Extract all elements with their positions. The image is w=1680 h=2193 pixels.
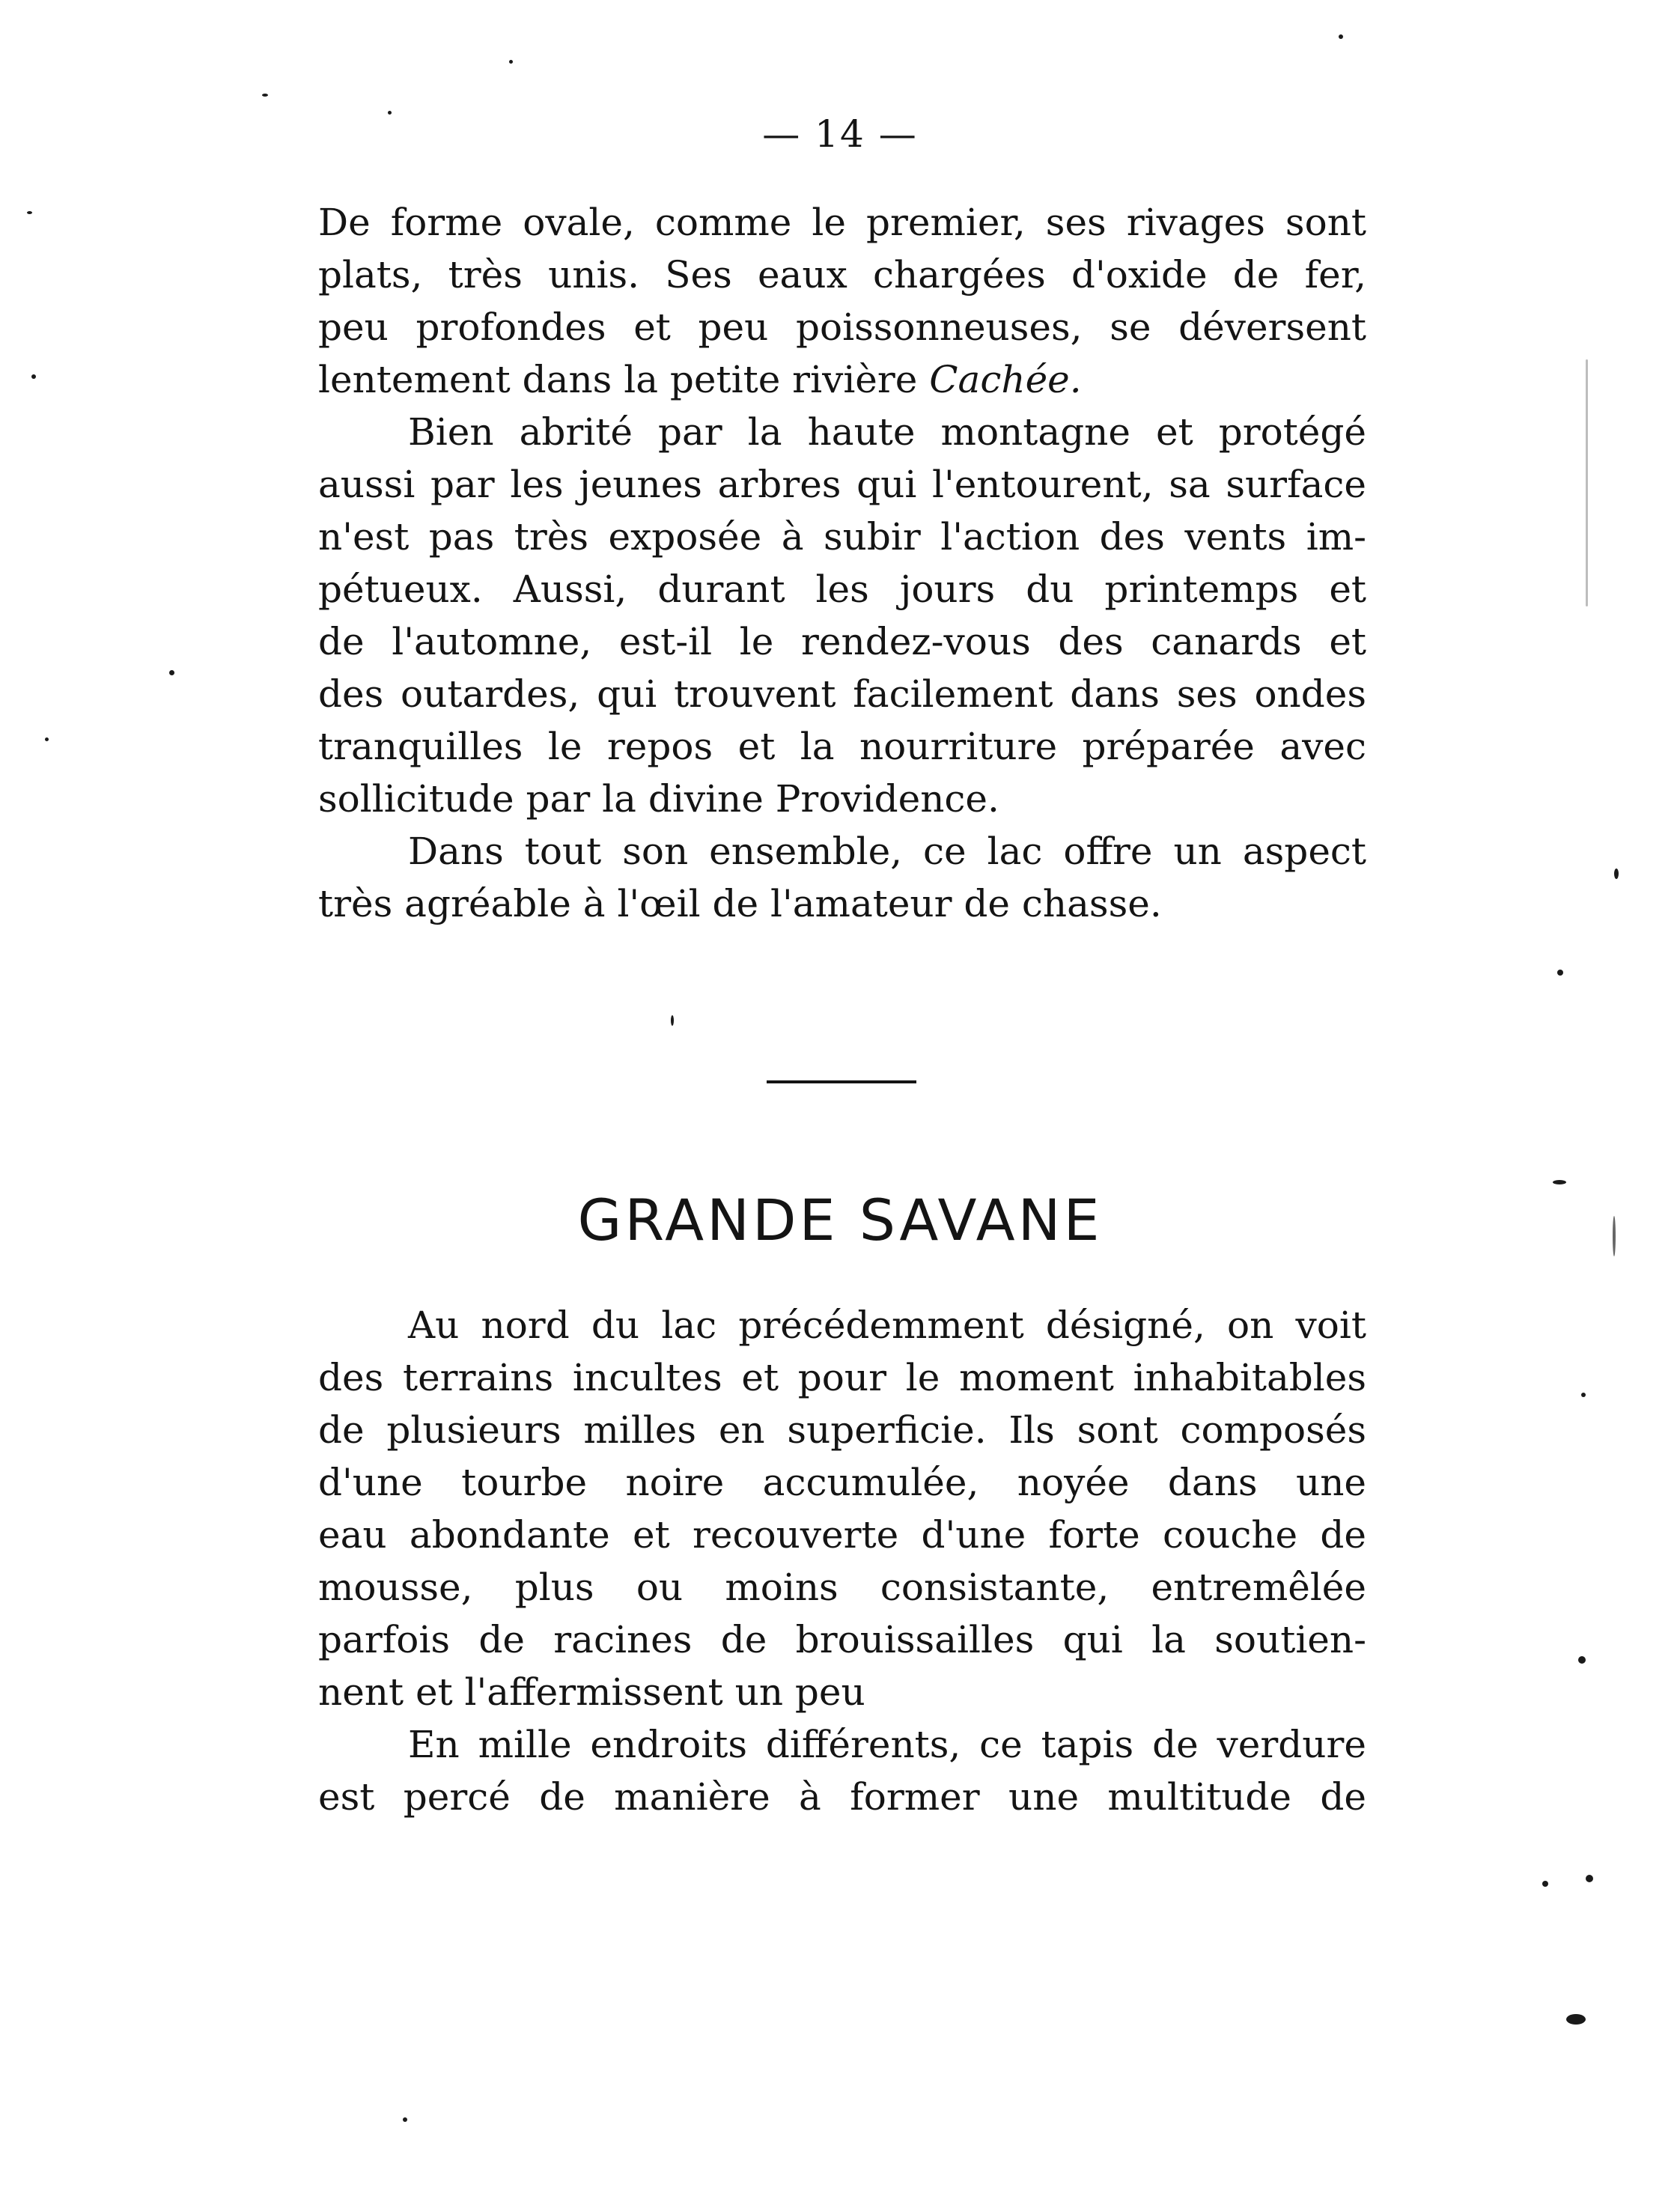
text-line: des terrains incultes et pour le moment inhabitables	[318, 1356, 1366, 1399]
text-line	[318, 353, 1366, 406]
text-line: pétueux. Aussi, durant les jours du printemps et	[318, 568, 1366, 611]
paragraph	[318, 406, 1366, 825]
scan-speck	[1557, 970, 1563, 976]
paragraph	[318, 1718, 1366, 1823]
scan-speck	[388, 111, 392, 115]
section-heading: GRANDE SAVANE	[577, 1187, 1103, 1253]
paragraph	[318, 1299, 1366, 1718]
scan-speck	[671, 1015, 674, 1026]
scan-speck	[262, 94, 268, 97]
text-line: très agréable à l'œil de l'amateur de chasse.	[318, 882, 1162, 925]
text-line: n'est pas très exposée à subir l'action des vents im-	[318, 515, 1366, 559]
paragraph	[318, 196, 1366, 406]
text-line: Bien abrité par la haute montagne et protégé	[408, 410, 1366, 454]
scan-speck	[27, 211, 32, 214]
scan-speck	[403, 2117, 407, 2122]
text-line: parfois de racines de brouissailles qui la soutien-	[318, 1618, 1366, 1661]
text-line: d'une tourbe noire accumulée, noyée dans une	[318, 1461, 1366, 1504]
scan-speck	[1542, 1881, 1548, 1887]
text-line: De forme ovale, comme le premier, ses rivages sont	[318, 201, 1366, 244]
page-number: — 14 —	[762, 112, 918, 156]
scan-speck	[169, 670, 174, 675]
text-line: de plusieurs milles en superficie. Ils sont composés	[318, 1408, 1366, 1452]
scan-speck	[31, 374, 36, 379]
text-line: aussi par les jeunes arbres qui l'entourent, sa surface	[318, 463, 1366, 506]
text-line: Au nord du lac précédemment désigné, on voit	[408, 1304, 1366, 1347]
scan-speck	[1586, 1875, 1593, 1882]
text-line: plats, très unis. Ses eaux chargées d'oxide de fer,	[318, 253, 1366, 296]
scan-speck	[1581, 1393, 1586, 1397]
text-line: Dans tout son ensemble, ce lac offre un aspect	[408, 830, 1366, 873]
scan-speck	[1578, 1656, 1586, 1664]
text-line: eau abondante et recouverte d'une forte couche de	[318, 1513, 1366, 1557]
scan-speck	[509, 60, 513, 64]
text-line: nent et l'affermissent un peu	[318, 1670, 865, 1714]
scan-speck	[1553, 1180, 1566, 1184]
text-line: En mille endroits différents, ce tapis de verdure	[408, 1723, 1366, 1766]
text-line: sollicitude par la divine Providence.	[318, 777, 999, 821]
section-savane-text	[318, 1299, 1366, 1823]
scan-speck	[45, 737, 49, 741]
text-line: des outardes, qui trouvent facilement dans ses ondes	[318, 672, 1366, 716]
scan-speck	[1339, 34, 1343, 39]
scan-speck	[1566, 2014, 1586, 2025]
text-fragment: lentement dans la petite rivière	[318, 358, 930, 401]
text-line: tranquilles le repos et la nourriture préparée avec	[318, 725, 1366, 768]
scan-speck	[1586, 359, 1588, 606]
scan-speck	[1614, 869, 1619, 879]
text-line: de l'automne, est-il le rendez-vous des canards et	[318, 620, 1366, 663]
section-divider	[767, 1080, 916, 1083]
paragraph	[318, 825, 1366, 930]
section-lake-text	[318, 196, 1366, 930]
text-line: mousse, plus ou moins consistante, entremêlée	[318, 1566, 1366, 1609]
text-line: peu profondes et peu poissonneuses, se déversent	[318, 305, 1366, 349]
text-line: est percé de manière à former une multitude de	[318, 1775, 1366, 1819]
river-name-emphasis: Cachée.	[929, 358, 1082, 401]
scan-speck	[1613, 1216, 1616, 1256]
